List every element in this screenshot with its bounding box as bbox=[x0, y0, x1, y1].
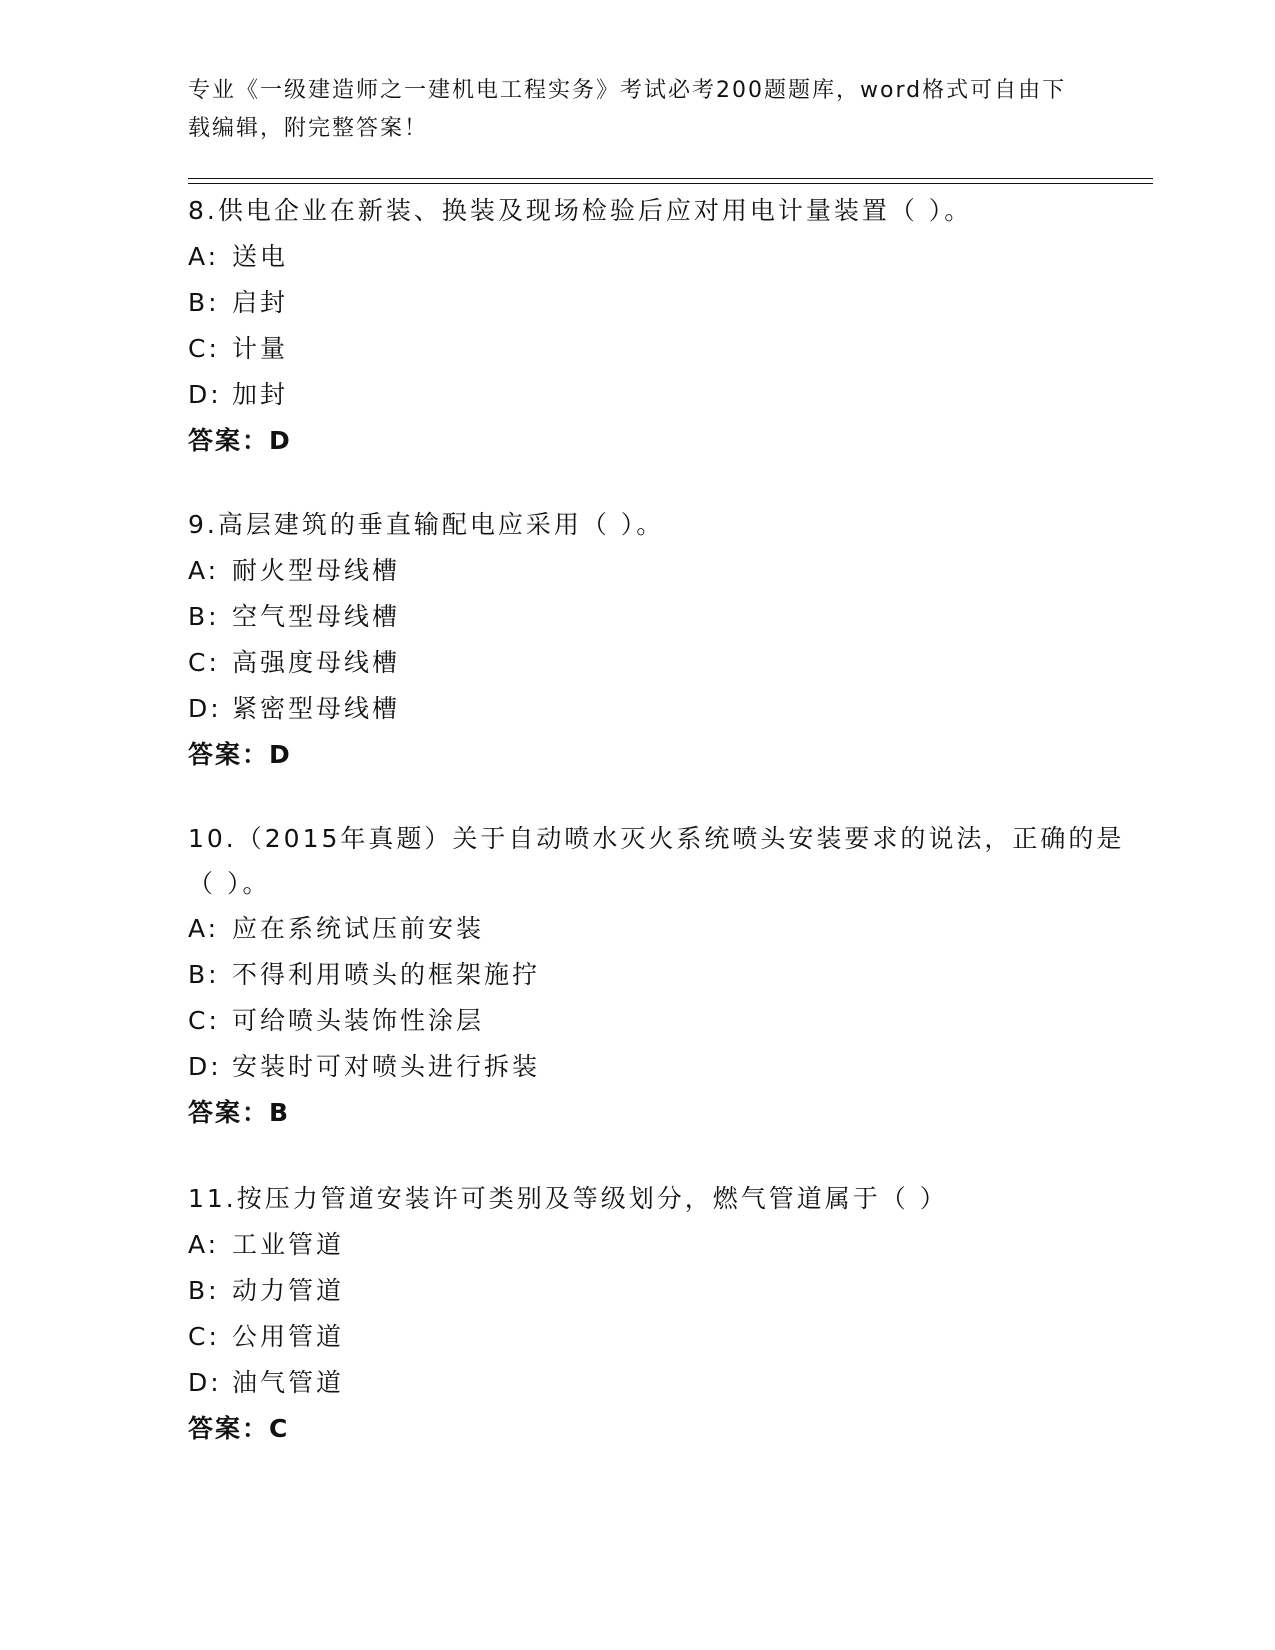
option-c bbox=[188, 326, 1148, 372]
option-letter: B: bbox=[188, 288, 220, 317]
option-letter: C: bbox=[188, 334, 220, 363]
answer-line: 答案：D bbox=[188, 740, 292, 769]
option-letter: D: bbox=[188, 1368, 222, 1397]
question-8 bbox=[188, 188, 1148, 464]
header-divider-top bbox=[188, 178, 1153, 179]
option-text: 启封 bbox=[232, 288, 289, 317]
option-c bbox=[188, 640, 1148, 686]
option-c bbox=[188, 998, 1148, 1044]
option-letter: C: bbox=[188, 648, 220, 677]
option-letter: A: bbox=[188, 914, 220, 943]
option-letter: D: bbox=[188, 694, 222, 723]
question-stem: 8.供电企业在新装、换装及现场检验后应对用电计量装置（ ）。 bbox=[188, 196, 973, 225]
option-a bbox=[188, 234, 1148, 280]
question-11 bbox=[188, 1176, 1148, 1452]
option-letter: B: bbox=[188, 1276, 220, 1305]
option-a bbox=[188, 548, 1148, 594]
option-a bbox=[188, 1222, 1148, 1268]
option-d bbox=[188, 686, 1148, 732]
option-letter: B: bbox=[188, 960, 220, 989]
option-text: 应在系统试压前安装 bbox=[232, 914, 485, 943]
question-stem: 9.高层建筑的垂直输配电应采用（ ）。 bbox=[188, 510, 665, 539]
option-text: 耐火型母线槽 bbox=[232, 556, 401, 585]
option-letter: B: bbox=[188, 602, 220, 631]
option-letter: C: bbox=[188, 1006, 220, 1035]
option-letter: D: bbox=[188, 1052, 222, 1081]
option-text: 空气型母线槽 bbox=[232, 602, 401, 631]
question-10 bbox=[188, 816, 1148, 1136]
option-letter: A: bbox=[188, 1230, 220, 1259]
option-text: 动力管道 bbox=[232, 1276, 345, 1305]
option-text: 送电 bbox=[232, 242, 289, 271]
option-b bbox=[188, 952, 1148, 998]
header-divider-bottom bbox=[188, 183, 1153, 184]
option-text: 高强度母线槽 bbox=[232, 648, 401, 677]
option-text: 计量 bbox=[232, 334, 289, 363]
question-9 bbox=[188, 502, 1148, 778]
option-text: 加封 bbox=[232, 380, 289, 409]
option-b bbox=[188, 594, 1148, 640]
option-d bbox=[188, 372, 1148, 418]
option-b bbox=[188, 1268, 1148, 1314]
option-a bbox=[188, 906, 1148, 952]
option-text: 安装时可对喷头进行拆装 bbox=[232, 1052, 541, 1081]
option-letter: A: bbox=[188, 242, 220, 271]
answer-line: 答案：C bbox=[188, 1414, 290, 1443]
answer-line: 答案：D bbox=[188, 426, 292, 455]
option-letter: C: bbox=[188, 1322, 220, 1351]
option-letter: A: bbox=[188, 556, 220, 585]
answer-line: 答案：B bbox=[188, 1098, 291, 1127]
question-stem: 10.（2015年真题）关于自动喷水灭火系统喷头安装要求的说法，正确的是（ ）。 bbox=[188, 824, 1125, 898]
option-text: 不得利用喷头的框架施拧 bbox=[232, 960, 541, 989]
option-c bbox=[188, 1314, 1148, 1360]
option-b bbox=[188, 280, 1148, 326]
option-letter: D: bbox=[188, 380, 222, 409]
option-text: 紧密型母线槽 bbox=[232, 694, 401, 723]
option-text: 油气管道 bbox=[232, 1368, 345, 1397]
option-text: 工业管道 bbox=[232, 1230, 345, 1259]
document-intro: 专业《一级建造师之一建机电工程实务》考试必考200题题库，word格式可自由下载编辑，附完整答案！ bbox=[188, 78, 1067, 141]
option-d bbox=[188, 1360, 1148, 1406]
option-d bbox=[188, 1044, 1148, 1090]
question-stem: 11.按压力管道安装许可类别及等级划分，燃气管道属于（ ） bbox=[188, 1184, 948, 1213]
option-text: 可给喷头装饰性涂层 bbox=[232, 1006, 485, 1035]
option-text: 公用管道 bbox=[232, 1322, 345, 1351]
